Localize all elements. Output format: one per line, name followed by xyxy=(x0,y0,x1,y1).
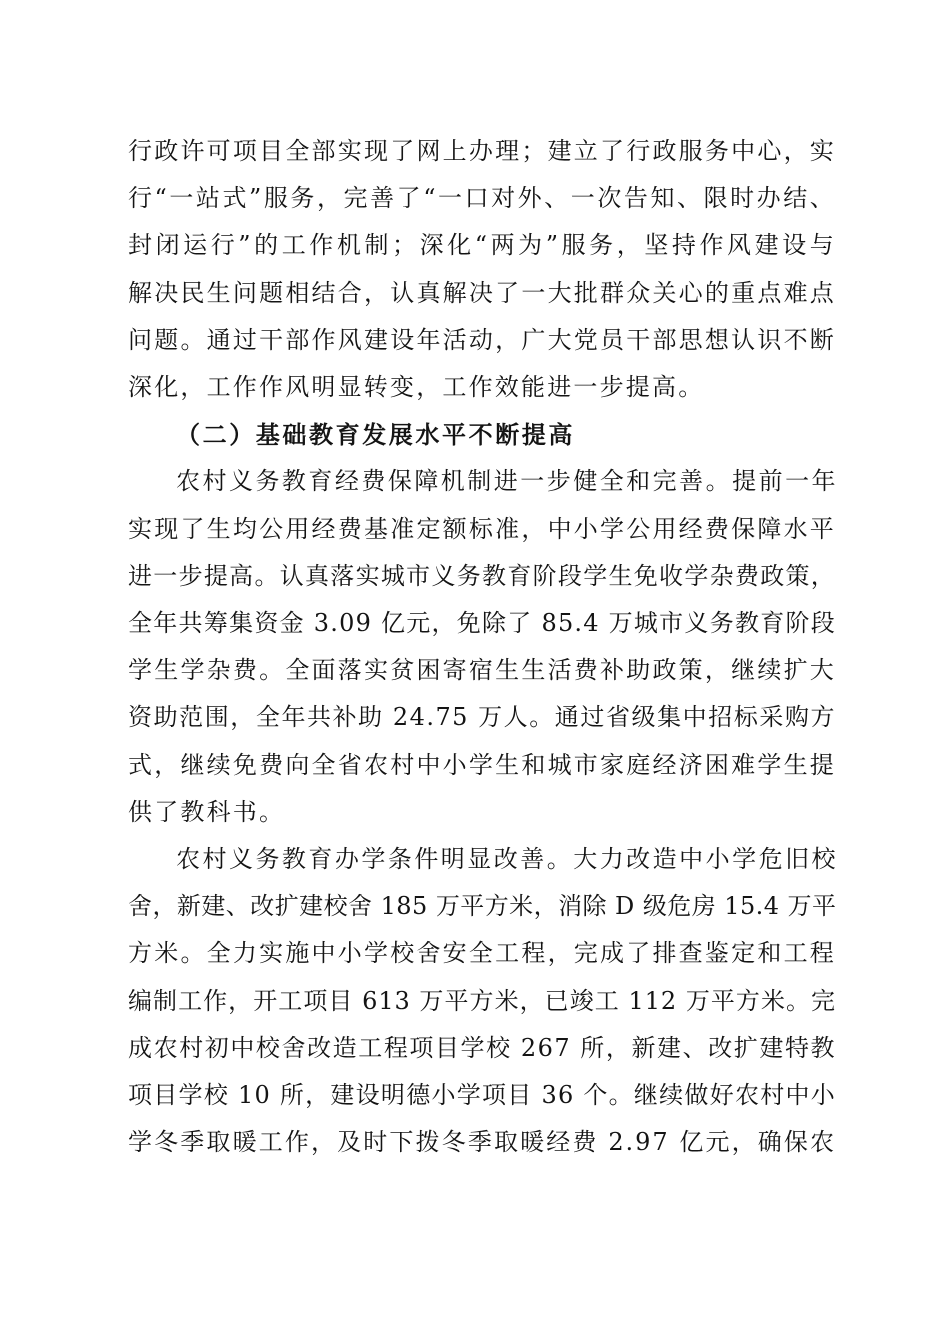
paragraph-school-conditions xyxy=(128,836,836,1166)
text-line: 编制工作，开工项目 613 万平方米，已竣工 112 万平方米。完 xyxy=(128,986,836,1015)
text-line: 成农村初中校舍改造工程项目学校 267 所，新建、改扩建特教 xyxy=(128,1033,836,1062)
text-line: 学冬季取暖工作，及时下拨冬季取暖经费 2.97 亿元，确保农 xyxy=(128,1128,836,1157)
text-line: 学生学杂费。全面落实贫困寄宿生生活费补助政策，继续扩大 xyxy=(128,656,836,685)
text-line: 行政许可项目全部实现了网上办理；建立了行政服务中心，实 xyxy=(128,137,836,165)
text-line: 舍，新建、改扩建校舍 185 万平方米，消除 D 级危房 15.4 万平 xyxy=(128,892,837,921)
text-line: 方米。全力实施中小学校舍安全工程，完成了排查鉴定和工程 xyxy=(128,939,836,968)
text-line: 资助范围，全年共补助 24.75 万人。通过省级集中招标采购方 xyxy=(128,703,836,732)
text-line: 封闭运行”的工作机制；深化“两为”服务，坚持作风建设与 xyxy=(128,231,836,260)
text-line: 式，继续免费向全省农村中小学生和城市家庭经济困难学生提 xyxy=(128,750,836,779)
text-line: 农村义务教育经费保障机制进一步健全和完善。提前一年 xyxy=(176,467,836,496)
text-line: 供了教科书。 xyxy=(128,797,286,826)
text-line: 农村义务教育办学条件明显改善。大力改造中小学危旧校 xyxy=(176,845,836,874)
document-body xyxy=(128,128,836,1166)
paragraph-admin-services xyxy=(128,128,836,411)
text-line: 进一步提高。认真落实城市义务教育阶段学生免收学杂费政策， xyxy=(128,561,836,590)
text-line: 行“一站式”服务，完善了“一口对外、一次告知、限时办结、 xyxy=(128,184,836,213)
section-heading: （二）基础教育发展水平不断提高 xyxy=(176,420,575,450)
paragraph-education-funding xyxy=(128,458,836,836)
text-line: 深化，工作作风明显转变，工作效能进一步提高。 xyxy=(128,373,705,402)
text-line: 全年共筹集资金 3.09 亿元，免除了 85.4 万城市义务教育阶段 xyxy=(128,609,836,638)
text-line: 解决民生问题相结合，认真解决了一大批群众关心的重点难点 xyxy=(128,278,836,307)
text-line: 问题。通过干部作风建设年活动，广大党员干部思想认识不断 xyxy=(128,325,836,354)
text-line: 项目学校 10 所，建设明德小学项目 36 个。继续做好农村中小 xyxy=(128,1081,836,1110)
text-line: 实现了生均公用经费基准定额标准，中小学公用经费保障水平 xyxy=(128,514,836,543)
